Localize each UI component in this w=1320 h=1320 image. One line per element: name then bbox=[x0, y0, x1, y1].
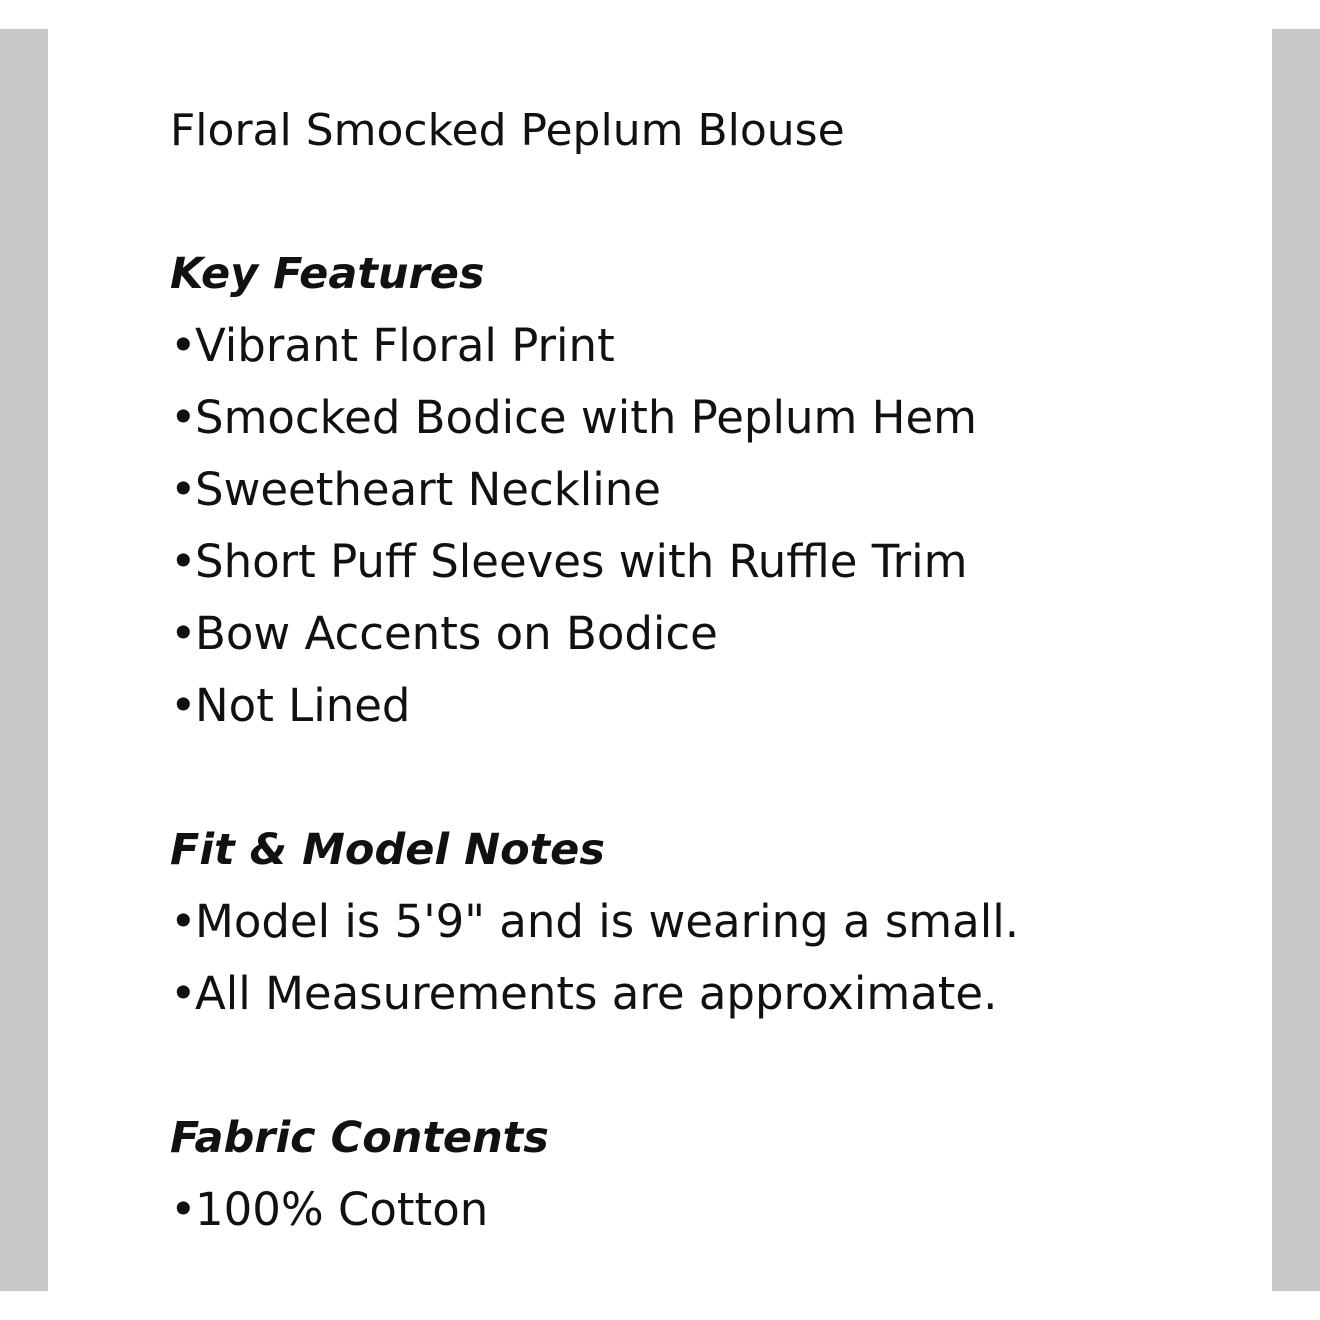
bullet-icon: • bbox=[170, 895, 197, 948]
bullet-icon: • bbox=[170, 679, 197, 732]
list-item-text: Sweetheart Neckline bbox=[195, 463, 661, 516]
list-item bbox=[170, 598, 977, 670]
list-item-text: Smocked Bodice with Peplum Hem bbox=[195, 391, 977, 444]
list-item bbox=[170, 526, 977, 598]
list-item-text: Short Puff Sleeves with Ruffle Trim bbox=[195, 535, 968, 588]
list-item-text: Model is 5'9" and is wearing a small. bbox=[195, 895, 1020, 948]
bullet-icon: • bbox=[170, 535, 197, 588]
product-title: Floral Smocked Peplum Blouse bbox=[170, 105, 845, 156]
list-item-text: Not Lined bbox=[195, 679, 411, 732]
list-item-text: All Measurements are approximate. bbox=[195, 967, 998, 1020]
bullet-icon: • bbox=[170, 967, 197, 1020]
list-item-text: Bow Accents on Bodice bbox=[195, 607, 718, 660]
key-features-heading: Key Features bbox=[170, 249, 485, 299]
bullet-icon: • bbox=[170, 463, 197, 516]
list-item bbox=[170, 1174, 488, 1246]
right-gray-border bbox=[1272, 29, 1320, 1291]
fit-model-notes-heading: Fit & Model Notes bbox=[170, 825, 605, 875]
fabric-contents-list bbox=[170, 1174, 488, 1246]
bullet-icon: • bbox=[170, 607, 197, 660]
key-features-list bbox=[170, 310, 977, 742]
list-item-text: Vibrant Floral Print bbox=[195, 319, 615, 372]
list-item bbox=[170, 958, 1019, 1030]
list-item bbox=[170, 310, 977, 382]
list-item bbox=[170, 382, 977, 454]
bullet-icon: • bbox=[170, 1183, 197, 1236]
fit-model-notes-list bbox=[170, 886, 1019, 1030]
list-item bbox=[170, 886, 1019, 958]
fabric-contents-heading: Fabric Contents bbox=[170, 1113, 549, 1163]
list-item-text: 100% Cotton bbox=[195, 1183, 489, 1236]
list-item bbox=[170, 454, 977, 526]
bullet-icon: • bbox=[170, 391, 197, 444]
list-item bbox=[170, 670, 977, 742]
left-gray-border bbox=[0, 29, 48, 1291]
bullet-icon: • bbox=[170, 319, 197, 372]
